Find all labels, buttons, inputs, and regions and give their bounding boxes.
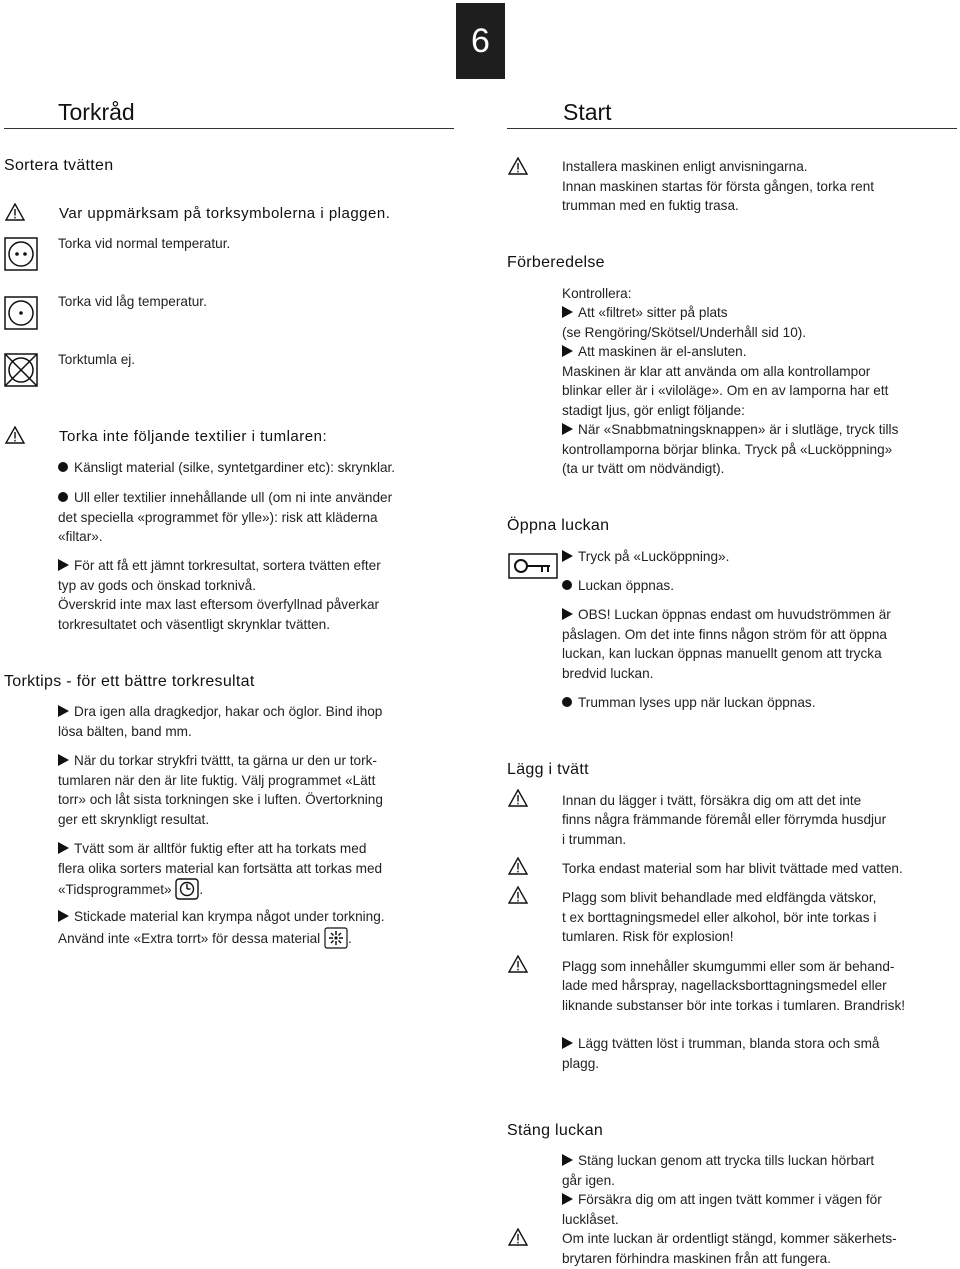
tip-3-line-3: «Tidsprogrammet» . (58, 878, 203, 900)
left-page-title: Torkråd (58, 99, 135, 125)
open-line-5: luckan, kan luckan öppnas manuellt genom att trycka (562, 646, 882, 661)
prep-line-6: blinkar eller är i «viloläge». Om en av lamporna har ett (562, 383, 889, 398)
sort-heading: Sortera tvätten (4, 157, 114, 174)
notdry-heading: Torka inte följande textilier i tumlaren: (59, 428, 328, 445)
sort-warning: Var uppmärksam på torksymbolerna i plaggen. (59, 205, 391, 222)
intro-line-2: Innan maskinen startas för första gången, torka rent (562, 179, 875, 194)
close-line-1: Stäng luckan genom att trycka tills luckan hörbart (562, 1151, 874, 1171)
tips-heading: Torktips - för ett bättre torkresultat (4, 673, 255, 690)
bullet-dot-icon (562, 580, 572, 590)
sort-low-text: Torka vid låg temperatur. (58, 294, 207, 309)
notdry-bullet-3-line-2: typ av gods och önskad torknivå. (58, 578, 256, 593)
left-title-rule (4, 128, 454, 129)
arrow-right-icon (562, 423, 573, 435)
arrow-right-icon (562, 1154, 573, 1166)
prep-line-9: kontrollamporna börjar blinka. Tryck på «Lucköppning» (562, 442, 893, 457)
notdry-bullet-2: Ull eller textilier innehållande ull (om ni inte använder (58, 488, 392, 508)
bullet-dot-icon (58, 492, 68, 502)
do-not-tumble-dry-icon (4, 353, 38, 387)
close-line-6: brytaren förhindra maskinen från att fungera. (562, 1251, 832, 1266)
load-bullet-1-line-2: plagg. (562, 1056, 600, 1071)
prep-line-1: Kontrollera: (562, 286, 632, 301)
close-line-5: Om inte luckan är ordentligt stängd, kommer säkerhets- (562, 1231, 897, 1246)
right-page-title: Start (563, 99, 612, 125)
sort-normal-text: Torka vid normal temperatur. (58, 236, 231, 251)
arrow-right-icon (58, 705, 69, 717)
tip-4: Stickade material kan krympa något under torkning. (58, 907, 385, 927)
sort-no-text: Torktumla ej. (58, 352, 136, 367)
notdry-bullet-2-line-3: «filtar». (58, 529, 103, 544)
warning-icon (5, 426, 25, 444)
arrow-right-icon (562, 345, 573, 357)
warning-icon (508, 955, 528, 973)
open-heading: Öppna luckan (507, 517, 610, 534)
open-line-6: bredvid luckan. (562, 666, 654, 681)
arrow-right-icon (58, 842, 69, 854)
open-line-4: påslagen. Om det inte finns någon ström för att öppna (562, 627, 887, 642)
open-line-3: OBS! Luckan öppnas endast om huvudströmmen är (562, 605, 891, 625)
load-warning-4-line-1: Plagg som innehåller skumgummi eller som är behand- (562, 959, 895, 974)
warning-icon (508, 789, 528, 807)
load-heading: Lägg i tvätt (507, 761, 589, 778)
prep-line-5: Maskinen är klar att använda om alla kontrollampor (562, 364, 871, 379)
warning-icon (508, 857, 528, 875)
notdry-bullet-3-line-4: torkresultatet och väsentligt skrynklar tvätten. (58, 617, 330, 632)
load-warning-4-line-2: lade med hårspray, nagellacksborttagningsmedel eller (562, 978, 887, 993)
load-warning-3-line-1: Plagg som blivit behandlade med eldfängda vätskor, (562, 890, 877, 905)
notdry-bullet-1: Känsligt material (silke, syntetgardiner etc): skrynklar. (58, 458, 395, 478)
intro-line-3: trumman med en fuktig trasa. (562, 198, 739, 213)
load-warning-1-line-1: Innan du lägger i tvätt, försäkra dig om att det inte (562, 793, 862, 808)
prep-heading: Förberedelse (507, 254, 605, 271)
arrow-right-icon (562, 1037, 573, 1049)
close-heading: Stäng luckan (507, 1122, 604, 1139)
close-line-2: går igen. (562, 1173, 615, 1188)
warning-icon (508, 886, 528, 904)
tip-2-line-4: ger ett skrynkligt resultat. (58, 812, 210, 827)
door-key-icon (508, 553, 558, 579)
close-line-3: Försäkra dig om att ingen tvätt kommer i vägen för (562, 1190, 882, 1210)
notdry-bullet-3: För att få ett jämnt torkresultat, sortera tvätten efter (58, 556, 381, 576)
arrow-right-icon (562, 1193, 573, 1205)
timer-program-icon (175, 878, 199, 900)
tumble-dry-normal-icon (4, 237, 38, 271)
bullet-dot-icon (58, 462, 68, 472)
tip-3: Tvätt som är alltför fuktig efter att ha torkats med (58, 839, 366, 859)
load-warning-2: Torka endast material som har blivit tvättade med vatten. (562, 861, 903, 876)
open-line-1: Tryck på «Lucköppning». (562, 547, 729, 567)
tip-1-line-2: lösa bälten, band mm. (58, 724, 192, 739)
page-number: 6 (456, 3, 505, 79)
warning-icon (508, 1228, 528, 1246)
load-warning-1-line-2: finns några främmande föremål eller förrymda husdjur (562, 812, 887, 827)
prep-line-4: Att maskinen är el-ansluten. (562, 342, 747, 362)
notdry-bullet-2-line-2: det speciella «programmet för ylle»): risk att kläderna (58, 510, 378, 525)
arrow-right-icon (58, 754, 69, 766)
notdry-bullet-3-line-3: Överskrid inte max last eftersom överfyllnad påverkar (58, 597, 380, 612)
tip-4-line-2: Använd inte «Extra torrt» för dessa material . (58, 927, 352, 949)
arrow-right-icon (562, 550, 573, 562)
prep-line-10: (ta ur tvätt om nödvändigt). (562, 461, 725, 476)
warning-icon (508, 157, 528, 175)
warning-icon (5, 203, 25, 221)
tip-2-line-3: torr» och låt sista torkningen ske i luften. Övertorkning (58, 792, 383, 807)
load-bullet-1: Lägg tvätten löst i trumman, blanda stora och små (562, 1034, 880, 1054)
tip-3-line-2: flera olika sorters material kan fortsätta att torkas med (58, 861, 383, 876)
arrow-right-icon (58, 910, 69, 922)
tumble-dry-low-icon (4, 296, 38, 330)
prep-line-8: När «Snabbmatningsknappen» är i slutläge, tryck tills (562, 420, 898, 440)
prep-line-3: (se Rengöring/Skötsel/Underhåll sid 10). (562, 325, 807, 340)
load-warning-3-line-3: tumlaren. Risk för explosion! (562, 929, 734, 944)
open-line-7: Trumman lyses upp när luckan öppnas. (562, 693, 816, 713)
intro-line-1: Installera maskinen enligt anvisningarna. (562, 159, 808, 174)
bullet-dot-icon (562, 697, 572, 707)
right-title-rule (507, 128, 957, 129)
extra-dry-icon (324, 927, 348, 949)
arrow-right-icon (58, 559, 69, 571)
load-warning-3-line-2: t ex borttagningsmedel eller alkohol, bör inte torkas i (562, 910, 877, 925)
open-line-2: Luckan öppnas. (562, 576, 674, 596)
prep-line-2: Att «filtret» sitter på plats (562, 303, 728, 323)
load-warning-4-line-3: liknande substanser bör inte torkas i tumlaren. Brandrisk! (562, 998, 906, 1013)
prep-line-7: stadigt ljus, gör enligt följande: (562, 403, 745, 418)
tip-1: Dra igen alla dragkedjor, hakar och öglor. Bind ihop (58, 702, 382, 722)
tip-2-line-2: tumlaren när den är lite fuktig. Välj programmet «Lätt (58, 773, 376, 788)
tip-2: När du torkar strykfri tvättt, ta gärna ur den ur tork- (58, 751, 377, 771)
load-warning-1-line-3: i trumman. (562, 832, 627, 847)
close-line-4: lucklåset. (562, 1212, 619, 1227)
arrow-right-icon (562, 608, 573, 620)
arrow-right-icon (562, 306, 573, 318)
